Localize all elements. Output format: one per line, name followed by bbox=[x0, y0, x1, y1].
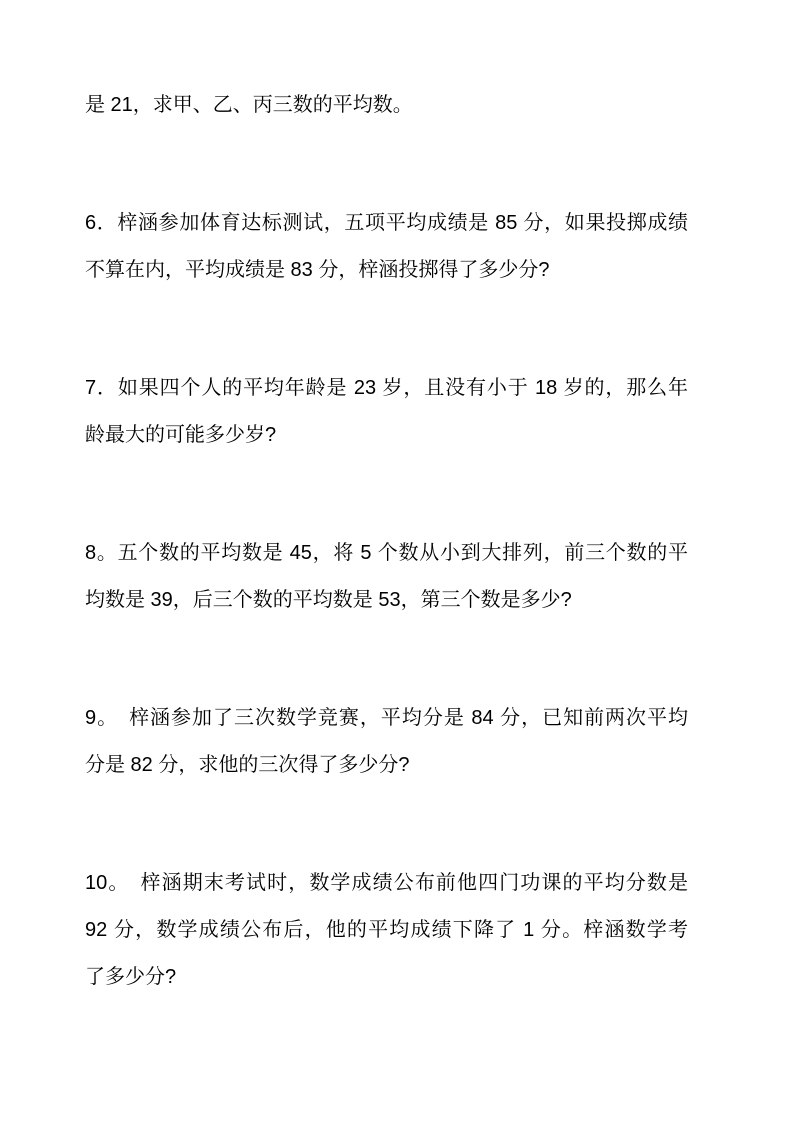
text-line: 了多少分? bbox=[85, 966, 177, 988]
text-line: 分是 82 分，求他的三次得了多少分? bbox=[85, 754, 410, 776]
text-line: 92 分，数学成绩公布后，他的平均成绩下降了 1 分。梓涵数学考 bbox=[85, 919, 688, 941]
problem-8-paragraph bbox=[85, 530, 688, 624]
text-line: 6．梓涵参加体育达标测试，五项平均成绩是 85 分，如果投掷成绩 bbox=[85, 212, 688, 234]
text-line: 不算在内，平均成绩是 83 分，梓涵投掷得了多少分? bbox=[85, 259, 550, 281]
problem-5-continuation-paragraph bbox=[85, 82, 688, 129]
text-line: 龄最大的可能多少岁? bbox=[85, 424, 277, 446]
problem-6-paragraph bbox=[85, 200, 688, 294]
text-line: 均数是 39，后三个数的平均数是 53，第三个数是多少? bbox=[85, 589, 572, 611]
text-line: 8。五个数的平均数是 45，将 5 个数从小到大排列，前三个数的平 bbox=[85, 542, 688, 564]
text-line: 是 21，求甲、乙、丙三数的平均数。 bbox=[85, 94, 413, 116]
text-line: 7．如果四个人的平均年龄是 23 岁，且没有小于 18 岁的，那么年 bbox=[85, 377, 688, 399]
text-line: 10。 梓涵期末考试时，数学成绩公布前他四门功课的平均分数是 bbox=[85, 872, 688, 894]
problem-7-paragraph bbox=[85, 365, 688, 459]
problem-9-paragraph bbox=[85, 695, 688, 789]
problem-10-paragraph bbox=[85, 860, 688, 1001]
text-line: 9。 梓涵参加了三次数学竞赛，平均分是 84 分，已知前两次平均 bbox=[85, 707, 688, 729]
